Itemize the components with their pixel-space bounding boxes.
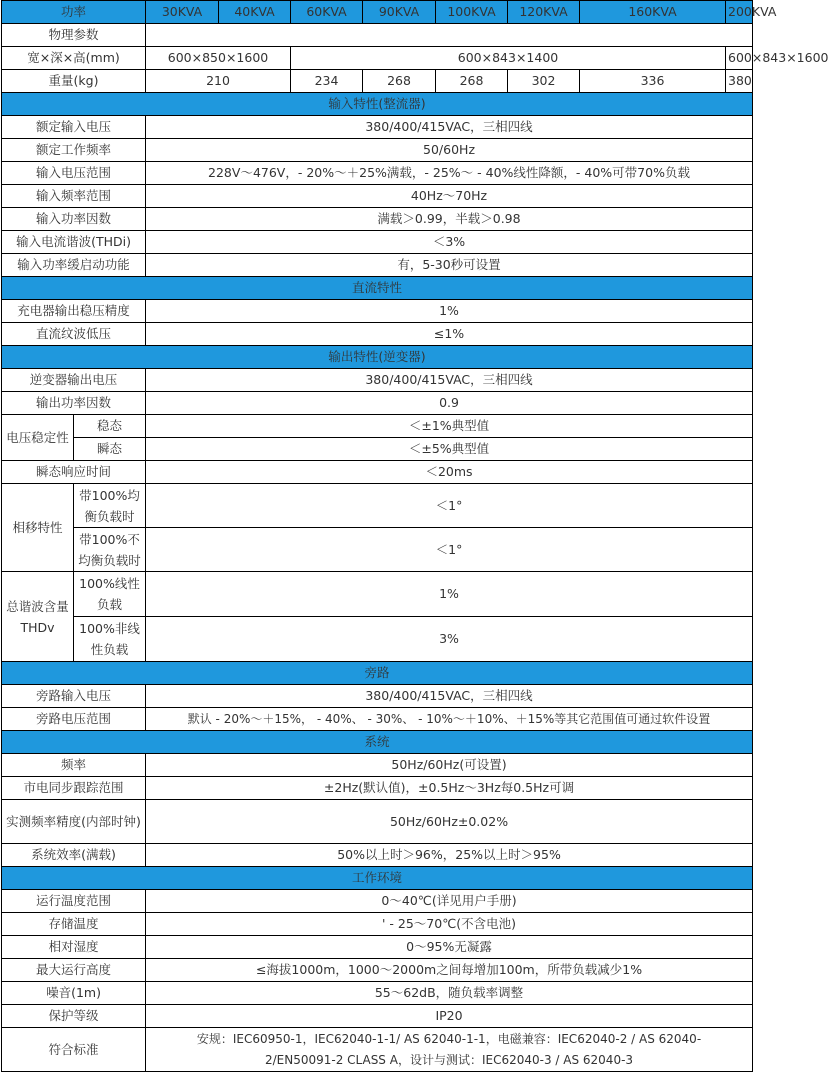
spec-label: 额定工作频率 <box>2 139 146 162</box>
spec-value: 安规：IEC60950-1，IEC62040-1-1/ AS 62040-1-1，电磁兼容：IEC62040-2 / AS 62040-2/EN50091-2 CLASS A，设计与测试：IEC62040-3 / AS 62040-3 <box>146 1028 753 1072</box>
spec-table <box>1 0 829 1072</box>
spec-sublabel: 100%非线性负载 <box>74 617 146 662</box>
spec-sublabel: 瞬态 <box>74 438 146 461</box>
spec-value: 0.9 <box>146 392 753 415</box>
spec-label: 保护等级 <box>2 1005 146 1028</box>
spec-label: 最大运行高度 <box>2 959 146 982</box>
spec-value: 有，5-30秒可设置 <box>146 254 753 277</box>
spec-group-label: 电压稳定性 <box>2 415 74 461</box>
dims-value: 600×843×1400 <box>291 47 726 70</box>
spec-row <box>2 572 753 617</box>
spec-label: 存储温度 <box>2 913 146 936</box>
section-header-input <box>2 93 753 116</box>
spec-value: 0～40℃(详见用户手册) <box>146 890 753 913</box>
spec-label: 输出功率因数 <box>2 392 146 415</box>
section-title: 旁路 <box>2 662 753 685</box>
spec-row <box>2 528 753 572</box>
spec-value: 1% <box>146 572 753 617</box>
spec-row <box>2 936 753 959</box>
spec-label: 相对湿度 <box>2 936 146 959</box>
spec-value: 默认 - 20%～＋15%， - 40%、 - 30%、 - 10%～＋10%、＋15%等其它范围值可通过软件设置 <box>146 708 753 731</box>
spec-row <box>2 959 753 982</box>
spec-value: 50Hz/60Hz(可设置) <box>146 754 753 777</box>
spec-row <box>2 982 753 1005</box>
spec-row <box>2 415 753 438</box>
section-title: 工作环境 <box>2 867 753 890</box>
spec-label: 系统效率(满载) <box>2 844 146 867</box>
spec-value: ＜20ms <box>146 461 753 484</box>
spec-label: 输入频率范围 <box>2 185 146 208</box>
model-header: 200KVA <box>726 1 753 24</box>
spec-value: ≤1% <box>146 323 753 346</box>
spec-row <box>2 438 753 461</box>
spec-sublabel: 100%线性负载 <box>74 572 146 617</box>
spec-sublabel: 带100%不均衡负载时 <box>74 528 146 572</box>
spec-row <box>2 208 753 231</box>
spec-label: 直流纹波低压 <box>2 323 146 346</box>
spec-sublabel: 带100%均衡负载时 <box>74 484 146 528</box>
spec-row <box>2 369 753 392</box>
spec-label: 瞬态响应时间 <box>2 461 146 484</box>
weight-value: 234 <box>291 70 363 93</box>
spec-label: 输入功率缓启动功能 <box>2 254 146 277</box>
spec-value: 40Hz～70Hz <box>146 185 753 208</box>
model-header: 100KVA <box>436 1 508 24</box>
spec-label: 旁路电压范围 <box>2 708 146 731</box>
spec-value: ＜±5%典型值 <box>146 438 753 461</box>
empty-cell <box>146 24 753 47</box>
weight-value: 268 <box>363 70 436 93</box>
spec-label: 输入电流谐波(THDi) <box>2 231 146 254</box>
spec-row <box>2 185 753 208</box>
section-header-bypass <box>2 662 753 685</box>
spec-row <box>2 392 753 415</box>
spec-value: 满载＞0.99，半载＞0.98 <box>146 208 753 231</box>
dims-value: 600×843×1600 <box>726 47 753 70</box>
spec-group-label: 总谐波含量THDv <box>2 572 74 662</box>
spec-row <box>2 617 753 662</box>
weight-value: 210 <box>146 70 291 93</box>
spec-value: 50/60Hz <box>146 139 753 162</box>
section-title: 直流特性 <box>2 277 753 300</box>
spec-value: 380/400/415VAC，三相四线 <box>146 116 753 139</box>
spec-value: ＜1° <box>146 528 753 572</box>
spec-row <box>2 1028 753 1072</box>
section-header-dc <box>2 277 753 300</box>
spec-row <box>2 685 753 708</box>
spec-row <box>2 231 753 254</box>
spec-row <box>2 777 753 800</box>
spec-label: 噪音(1m) <box>2 982 146 1005</box>
model-header: 120KVA <box>508 1 580 24</box>
spec-label: 输入电压范围 <box>2 162 146 185</box>
model-header: 30KVA <box>146 1 219 24</box>
spec-row <box>2 844 753 867</box>
spec-row <box>2 116 753 139</box>
spec-row <box>2 800 753 844</box>
model-header: 160KVA <box>580 1 726 24</box>
spec-label: 市电同步跟踪范围 <box>2 777 146 800</box>
dims-label: 宽×深×高(mm) <box>2 47 146 70</box>
spec-value: 1% <box>146 300 753 323</box>
spec-label: 充电器输出稳压精度 <box>2 300 146 323</box>
spec-value: 3% <box>146 617 753 662</box>
spec-label: 旁路输入电压 <box>2 685 146 708</box>
spec-value: ≤海拔1000m，1000～2000m之间每增加100m，所带负载减少1% <box>146 959 753 982</box>
spec-label: 运行温度范围 <box>2 890 146 913</box>
spec-row <box>2 162 753 185</box>
weight-value: 268 <box>436 70 508 93</box>
spec-row <box>2 754 753 777</box>
power-header-label: 功率 <box>2 1 146 24</box>
dims-value: 600×850×1600 <box>146 47 291 70</box>
header-row <box>2 1 753 24</box>
spec-value: 228V～476V，- 20%～＋25%满载，- 25%～ - 40%线性降额，- 40%可带70%负载 <box>146 162 753 185</box>
spec-label: 频率 <box>2 754 146 777</box>
spec-row <box>2 300 753 323</box>
section-title: 输入特性(整流器) <box>2 93 753 116</box>
spec-row <box>2 913 753 936</box>
spec-value: 50%以上时＞96%，25%以上时＞95% <box>146 844 753 867</box>
spec-value: ＜3% <box>146 231 753 254</box>
weight-value: 380 <box>726 70 753 93</box>
section-header-output <box>2 346 753 369</box>
dims-row <box>2 47 753 70</box>
spec-row <box>2 461 753 484</box>
weight-value: 302 <box>508 70 580 93</box>
weight-value: 336 <box>580 70 726 93</box>
spec-label: 额定输入电压 <box>2 116 146 139</box>
physical-title: 物理参数 <box>2 24 146 47</box>
spec-value: ＜1° <box>146 484 753 528</box>
spec-value: 380/400/415VAC，三相四线 <box>146 685 753 708</box>
spec-row <box>2 484 753 528</box>
spec-row <box>2 254 753 277</box>
spec-row <box>2 890 753 913</box>
spec-value: 380/400/415VAC，三相四线 <box>146 369 753 392</box>
section-header-environment <box>2 867 753 890</box>
spec-value: 55～62dB，随负载率调整 <box>146 982 753 1005</box>
spec-row <box>2 1005 753 1028</box>
spec-value: ＜±1%典型值 <box>146 415 753 438</box>
weight-label: 重量(kg) <box>2 70 146 93</box>
section-header-system <box>2 731 753 754</box>
spec-value: ±2Hz(默认值)，±0.5Hz～3Hz每0.5Hz可调 <box>146 777 753 800</box>
spec-label: 符合标准 <box>2 1028 146 1072</box>
spec-row <box>2 323 753 346</box>
weight-row <box>2 70 753 93</box>
section-title: 输出特性(逆变器) <box>2 346 753 369</box>
model-header: 60KVA <box>291 1 363 24</box>
spec-value: 0～95%无凝露 <box>146 936 753 959</box>
section-title: 系统 <box>2 731 753 754</box>
physical-title-row <box>2 24 753 47</box>
spec-sublabel: 稳态 <box>74 415 146 438</box>
spec-label: 逆变器输出电压 <box>2 369 146 392</box>
spec-label: 输入功率因数 <box>2 208 146 231</box>
spec-value: 50Hz/60Hz±0.02% <box>146 800 753 844</box>
model-header: 90KVA <box>363 1 436 24</box>
model-header: 40KVA <box>219 1 291 24</box>
spec-value: ' - 25～70℃(不含电池) <box>146 913 753 936</box>
spec-row <box>2 139 753 162</box>
spec-group-label: 相移特性 <box>2 484 74 572</box>
spec-value: IP20 <box>146 1005 753 1028</box>
spec-row <box>2 708 753 731</box>
spec-label: 实测频率精度(内部时钟) <box>2 800 146 844</box>
